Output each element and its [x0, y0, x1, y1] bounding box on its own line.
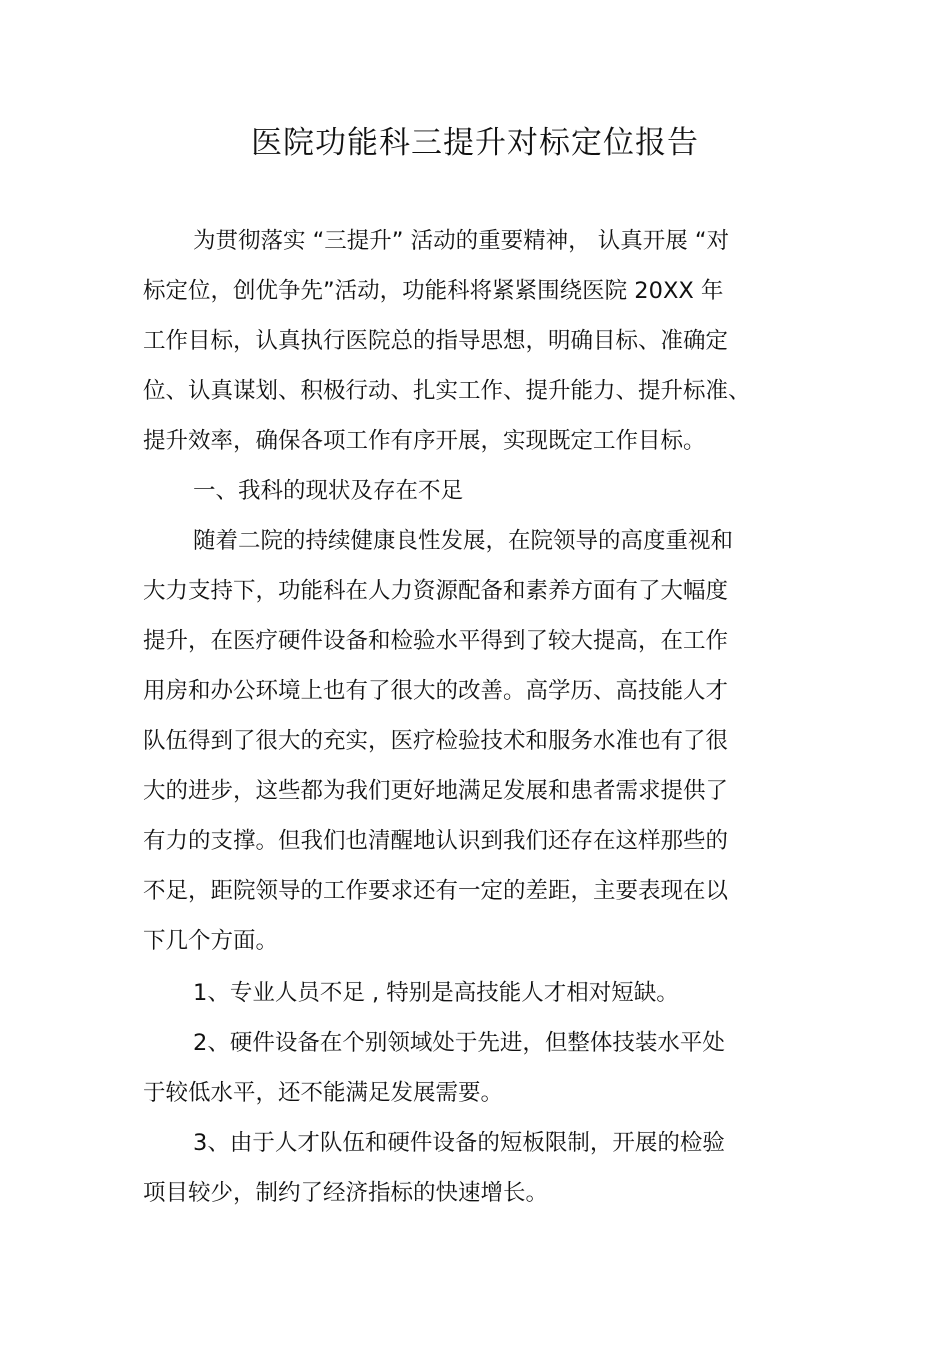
status-line-4: 用房和办公环境上也有了很大的改善。高学历、高技能人才 — [143, 678, 729, 704]
intro-line-2: 标定位，创优争先”活动，功能科将紧紧围绕医院 20XX 年 — [143, 278, 724, 304]
status-line-3: 提升，在医疗硬件设备和检验水平得到了较大提高，在工作 — [143, 628, 729, 654]
intro-line-3: 工作目标，认真执行医院总的指导思想，明确目标、准确定 — [143, 328, 729, 354]
status-line-2: 大力支持下，功能科在人力资源配备和素养方面有了大幅度 — [143, 578, 729, 604]
status-line-1: 随着二院的持续健康良性发展，在院领导的高度重视和 — [193, 528, 734, 554]
intro-line-4: 位、认真谋划、积极行动、扎实工作、提升能力、提升标准、 — [143, 378, 751, 404]
item-2-line-1: 2、硬件设备在个别领域处于先进，但整体技装水平处 — [193, 1030, 725, 1056]
item-3-line-1: 3、由于人才队伍和硬件设备的短板限制，开展的检验 — [193, 1130, 725, 1156]
item-2-line-2: 于较低水平，还不能满足发展需要。 — [143, 1080, 504, 1106]
item-3-line-2: 项目较少，制约了经济指标的快速增长。 — [143, 1180, 549, 1206]
status-line-6: 大的进步，这些都为我们更好地满足发展和患者需求提供了 — [143, 778, 729, 804]
intro-line-1: 为贯彻落实 “三提升” 活动的重要精神， 认真开展 “对 — [193, 228, 730, 254]
item-1-line-1: 1、专业人员不足 , 特别是高技能人才相对短缺。 — [193, 980, 679, 1006]
intro-line-5: 提升效率，确保各项工作有序开展，实现既定工作目标。 — [143, 428, 706, 454]
status-line-9: 下几个方面。 — [143, 928, 279, 954]
status-line-7: 有力的支撑。但我们也清醒地认识到我们还存在这样那些的 — [143, 828, 729, 854]
section-heading: 一、我科的现状及存在不足 — [193, 478, 464, 504]
document-title: 医院功能科三提升对标定位报告 — [251, 125, 699, 161]
status-line-5: 队伍得到了很大的充实，医疗检验技术和服务水准也有了很 — [143, 728, 729, 754]
status-line-8: 不足，距院领导的工作要求还有一定的差距，主要表现在以 — [143, 878, 729, 904]
